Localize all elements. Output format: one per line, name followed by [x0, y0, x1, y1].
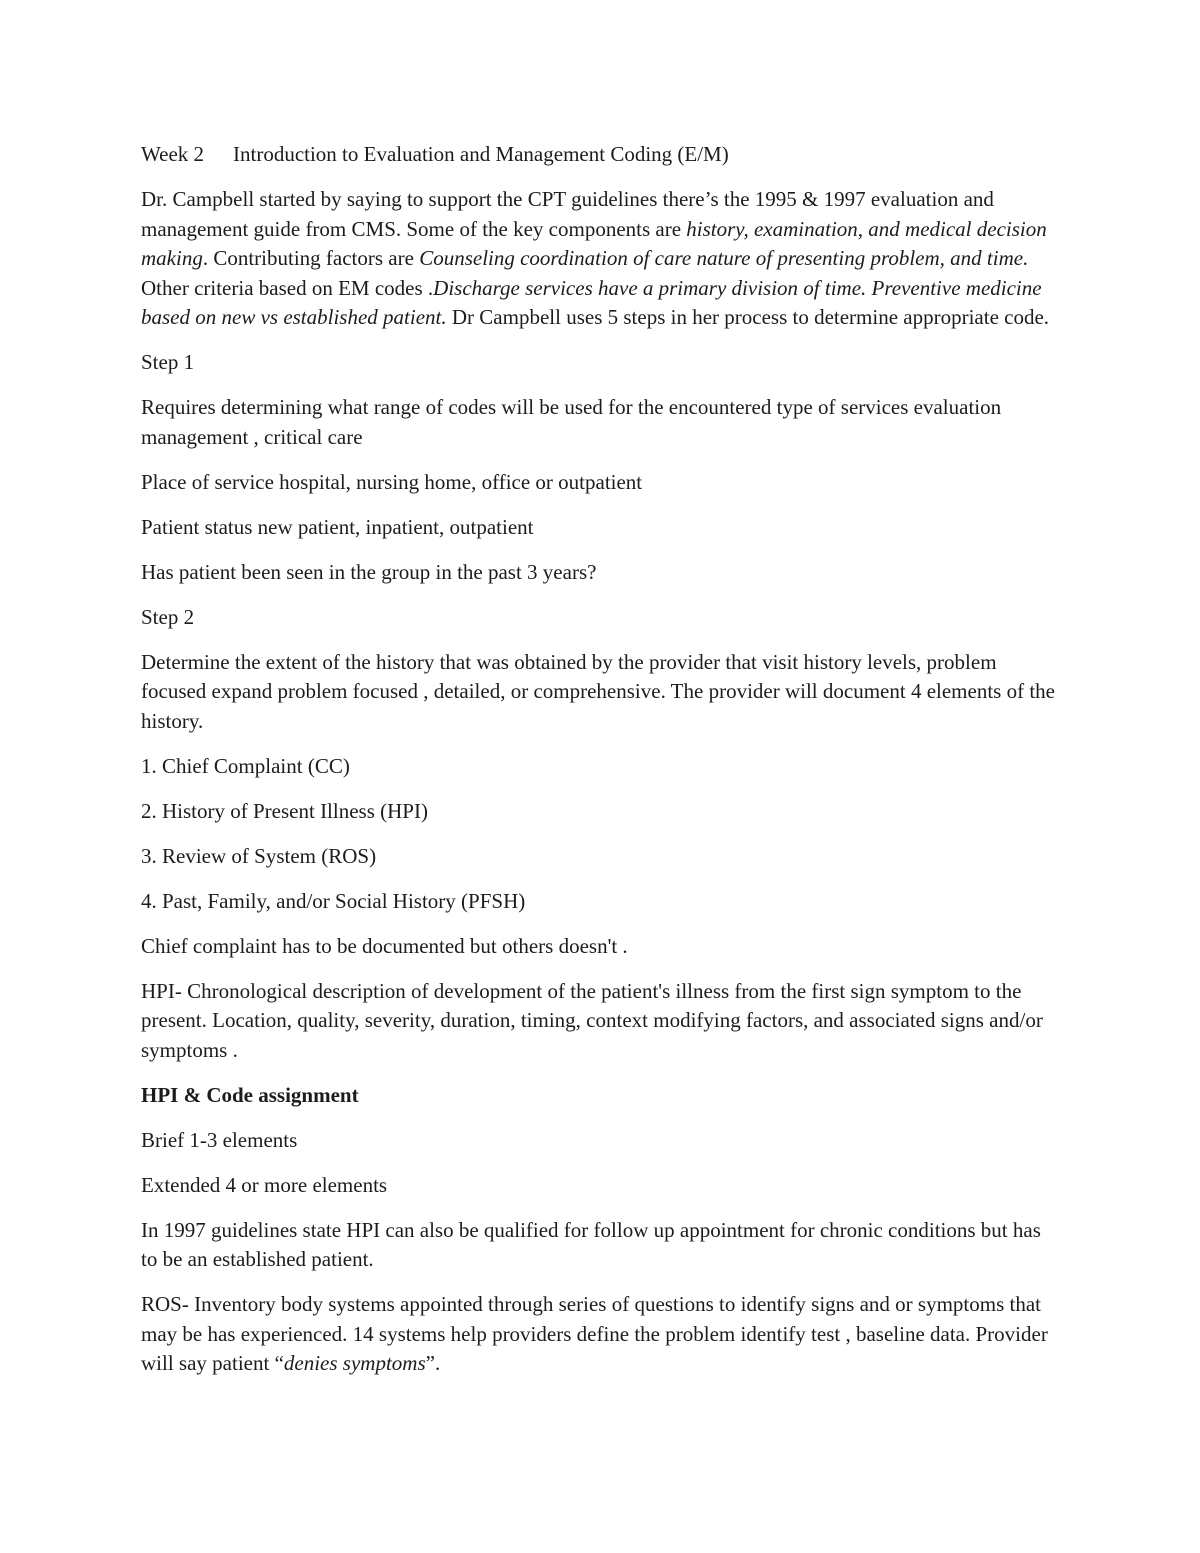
chief-complaint-note: Chief complaint has to be documented but others doesn't .: [141, 933, 628, 958]
step1-heading: Step 1: [141, 350, 195, 374]
title-text: Introduction to Evaluation and Management Coding (E/M): [233, 142, 729, 166]
step1-paragraph: Patient status new patient, inpatient, outpatient: [141, 514, 534, 539]
history-element-item: 1. Chief Complaint (CC): [141, 753, 350, 778]
intro-italic-1: history, examination, and medical decision making: [141, 216, 1047, 270]
hpi-paragraph: HPI- Chronological description of development of the patient's illness from the first sign symptom to the present. Location, quality, severity, duration, timing, context modifying factors, and associated signs and/or symptoms .: [141, 978, 1043, 1062]
step1-paragraph: Place of service hospital, nursing home, office or outpatient: [141, 469, 643, 494]
document-title: [141, 140, 1061, 170]
step1-paragraph: Has patient been seen in the group in the past 3 years?: [141, 559, 597, 584]
document-page: [141, 140, 1061, 1394]
hpi-level-item: Extended 4 or more elements: [141, 1172, 388, 1197]
ros-end: ”.: [425, 1351, 441, 1375]
intro-italic-3: Discharge services have a primary division of time. Preventive medicine based on new vs established patient.: [141, 275, 1042, 329]
ros-italic: denies symptoms: [283, 1351, 426, 1375]
ros-paragraph: [141, 1290, 1061, 1379]
step1-paragraph: Requires determining what range of codes will be used for the encountered type of services evaluation management , critical care: [141, 395, 1002, 449]
intro-text-3: Other criteria based on EM codes .: [141, 275, 434, 300]
step2-heading: Step 2: [141, 604, 195, 629]
week-label: Week 2: [141, 142, 205, 166]
intro-text-1: Dr. Campbell started by saying to support the CPT guidelines there’s the 1995 & 1997 evaluation and management guide from CMS. Some of the key components are: [141, 187, 994, 241]
hpi-code-heading-text: HPI & Code assignment: [141, 1082, 359, 1107]
ros-text: ROS- Inventory body systems appointed through series of questions to identify signs and or symptoms that may be has experienced. 14 systems help providers define the problem identify test , baseline data. Provider will say patient “: [141, 1292, 1048, 1375]
hpi-level-item: Brief 1-3 elements: [141, 1127, 298, 1152]
history-element-item: 3. Review of System (ROS): [141, 843, 377, 868]
hpi-code-heading: [141, 1081, 1061, 1111]
intro-paragraph: [141, 185, 1061, 333]
intro-text-4: Dr Campbell uses 5 steps in her process to determine appropriate code.: [446, 305, 1050, 329]
intro-text-2: . Contributing factors are: [202, 246, 420, 270]
history-element-item: 4. Past, Family, and/or Social History (PFSH): [141, 888, 526, 913]
intro-italic-2: Counseling coordination of care nature of presenting problem, and time.: [419, 246, 1029, 270]
step2-paragraph: Determine the extent of the history that was obtained by the provider that visit history levels, problem focused expand problem focused , detailed, or comprehensive. The provider will document 4 elements of the history.: [141, 649, 1055, 733]
guideline-1997-paragraph: In 1997 guidelines state HPI can also be qualified for follow up appointment for chronic conditions but has to be an established patient.: [141, 1217, 1041, 1271]
history-element-item: 2. History of Present Illness (HPI): [141, 798, 428, 823]
